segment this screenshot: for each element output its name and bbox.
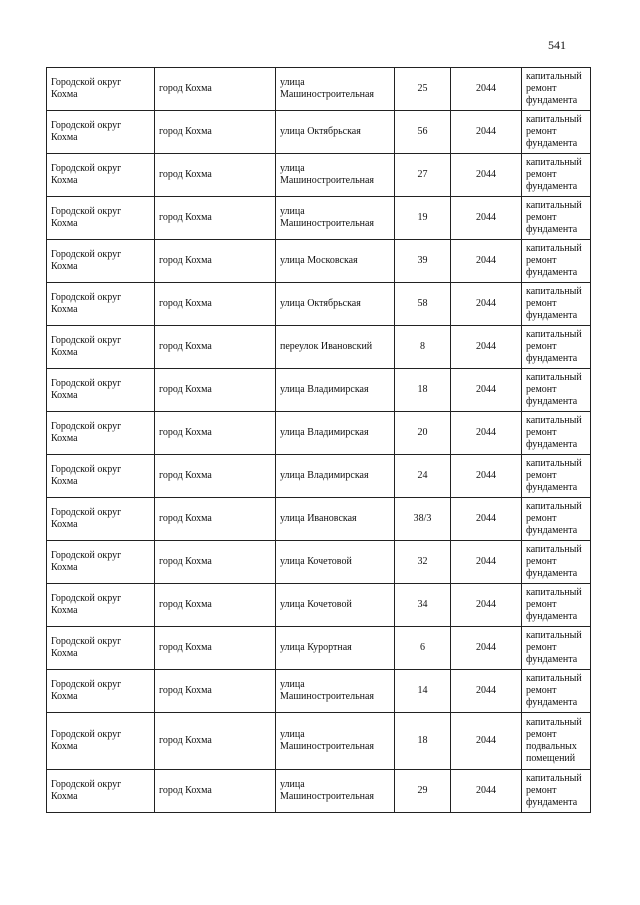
street-cell: улица Машиностроительная bbox=[276, 197, 395, 240]
municipality-cell: Городской округ Кохма bbox=[47, 68, 155, 111]
municipality-cell: Городской округ Кохма bbox=[47, 498, 155, 541]
year-cell: 2044 bbox=[451, 455, 522, 498]
table-row bbox=[47, 154, 591, 197]
year-cell: 2044 bbox=[451, 584, 522, 627]
work-type-cell: капитальный ремонт фундамента bbox=[522, 326, 591, 369]
locality-cell: город Кохма bbox=[155, 584, 276, 627]
locality-cell: город Кохма bbox=[155, 283, 276, 326]
year-cell: 2044 bbox=[451, 412, 522, 455]
locality-cell: город Кохма bbox=[155, 770, 276, 813]
year-cell: 2044 bbox=[451, 154, 522, 197]
work-type-cell: капитальный ремонт подвальных помещений bbox=[522, 713, 591, 770]
year-cell: 2044 bbox=[451, 498, 522, 541]
table-row bbox=[47, 770, 591, 813]
year-cell: 2044 bbox=[451, 369, 522, 412]
table-row bbox=[47, 412, 591, 455]
work-type-cell: капитальный ремонт фундамента bbox=[522, 584, 591, 627]
work-type-cell: капитальный ремонт фундамента bbox=[522, 68, 591, 111]
street-cell: улица Московская bbox=[276, 240, 395, 283]
municipality-cell: Городской округ Кохма bbox=[47, 627, 155, 670]
locality-cell: город Кохма bbox=[155, 68, 276, 111]
table-body bbox=[47, 68, 591, 813]
table-row bbox=[47, 240, 591, 283]
street-cell: улица Октябрьская bbox=[276, 111, 395, 154]
street-cell: улица Владимирская bbox=[276, 369, 395, 412]
table-row bbox=[47, 455, 591, 498]
work-type-cell: капитальный ремонт фундамента bbox=[522, 412, 591, 455]
street-cell: улица Кочетовой bbox=[276, 584, 395, 627]
work-type-cell: капитальный ремонт фундамента bbox=[522, 770, 591, 813]
work-type-cell: капитальный ремонт фундамента bbox=[522, 455, 591, 498]
table-row bbox=[47, 369, 591, 412]
work-type-cell: капитальный ремонт фундамента bbox=[522, 369, 591, 412]
house-number-cell: 14 bbox=[395, 670, 451, 713]
year-cell: 2044 bbox=[451, 283, 522, 326]
year-cell: 2044 bbox=[451, 670, 522, 713]
street-cell: улица Машиностроительная bbox=[276, 713, 395, 770]
house-number-cell: 27 bbox=[395, 154, 451, 197]
municipality-cell: Городской округ Кохма bbox=[47, 670, 155, 713]
house-number-cell: 32 bbox=[395, 541, 451, 584]
work-type-cell: капитальный ремонт фундамента bbox=[522, 240, 591, 283]
work-type-cell: капитальный ремонт фундамента bbox=[522, 283, 591, 326]
year-cell: 2044 bbox=[451, 713, 522, 770]
housing-repair-table bbox=[46, 67, 591, 813]
table-row bbox=[47, 111, 591, 154]
municipality-cell: Городской округ Кохма bbox=[47, 283, 155, 326]
house-number-cell: 38/3 bbox=[395, 498, 451, 541]
street-cell: улица Машиностроительная bbox=[276, 670, 395, 713]
year-cell: 2044 bbox=[451, 326, 522, 369]
house-number-cell: 20 bbox=[395, 412, 451, 455]
locality-cell: город Кохма bbox=[155, 498, 276, 541]
house-number-cell: 19 bbox=[395, 197, 451, 240]
table-row bbox=[47, 541, 591, 584]
municipality-cell: Городской округ Кохма bbox=[47, 111, 155, 154]
work-type-cell: капитальный ремонт фундамента bbox=[522, 541, 591, 584]
house-number-cell: 56 bbox=[395, 111, 451, 154]
locality-cell: город Кохма bbox=[155, 627, 276, 670]
year-cell: 2044 bbox=[451, 197, 522, 240]
locality-cell: город Кохма bbox=[155, 412, 276, 455]
year-cell: 2044 bbox=[451, 770, 522, 813]
house-number-cell: 29 bbox=[395, 770, 451, 813]
municipality-cell: Городской округ Кохма bbox=[47, 369, 155, 412]
locality-cell: город Кохма bbox=[155, 326, 276, 369]
municipality-cell: Городской округ Кохма bbox=[47, 197, 155, 240]
year-cell: 2044 bbox=[451, 541, 522, 584]
locality-cell: город Кохма bbox=[155, 154, 276, 197]
street-cell: улица Ивановская bbox=[276, 498, 395, 541]
house-number-cell: 58 bbox=[395, 283, 451, 326]
municipality-cell: Городской округ Кохма bbox=[47, 713, 155, 770]
table-row bbox=[47, 197, 591, 240]
street-cell: переулок Ивановский bbox=[276, 326, 395, 369]
table-row bbox=[47, 670, 591, 713]
street-cell: улица Владимирская bbox=[276, 412, 395, 455]
street-cell: улица Машиностроительная bbox=[276, 154, 395, 197]
street-cell: улица Владимирская bbox=[276, 455, 395, 498]
house-number-cell: 24 bbox=[395, 455, 451, 498]
table-row bbox=[47, 584, 591, 627]
locality-cell: город Кохма bbox=[155, 111, 276, 154]
municipality-cell: Городской округ Кохма bbox=[47, 541, 155, 584]
work-type-cell: капитальный ремонт фундамента bbox=[522, 498, 591, 541]
table-row bbox=[47, 68, 591, 111]
work-type-cell: капитальный ремонт фундамента bbox=[522, 111, 591, 154]
municipality-cell: Городской округ Кохма bbox=[47, 455, 155, 498]
locality-cell: город Кохма bbox=[155, 713, 276, 770]
locality-cell: город Кохма bbox=[155, 369, 276, 412]
year-cell: 2044 bbox=[451, 111, 522, 154]
house-number-cell: 6 bbox=[395, 627, 451, 670]
municipality-cell: Городской округ Кохма bbox=[47, 770, 155, 813]
work-type-cell: капитальный ремонт фундамента bbox=[522, 627, 591, 670]
house-number-cell: 39 bbox=[395, 240, 451, 283]
street-cell: улица Машиностроительная bbox=[276, 770, 395, 813]
street-cell: улица Кочетовой bbox=[276, 541, 395, 584]
house-number-cell: 34 bbox=[395, 584, 451, 627]
house-number-cell: 8 bbox=[395, 326, 451, 369]
locality-cell: город Кохма bbox=[155, 197, 276, 240]
locality-cell: город Кохма bbox=[155, 455, 276, 498]
locality-cell: город Кохма bbox=[155, 240, 276, 283]
street-cell: улица Октябрьская bbox=[276, 283, 395, 326]
locality-cell: город Кохма bbox=[155, 541, 276, 584]
street-cell: улица Курортная bbox=[276, 627, 395, 670]
street-cell: улица Машиностроительная bbox=[276, 68, 395, 111]
municipality-cell: Городской округ Кохма bbox=[47, 584, 155, 627]
work-type-cell: капитальный ремонт фундамента bbox=[522, 197, 591, 240]
work-type-cell: капитальный ремонт фундамента bbox=[522, 670, 591, 713]
municipality-cell: Городской округ Кохма bbox=[47, 412, 155, 455]
table-row bbox=[47, 283, 591, 326]
year-cell: 2044 bbox=[451, 627, 522, 670]
municipality-cell: Городской округ Кохма bbox=[47, 240, 155, 283]
page-number: 541 bbox=[548, 38, 566, 52]
work-type-cell: капитальный ремонт фундамента bbox=[522, 154, 591, 197]
year-cell: 2044 bbox=[451, 68, 522, 111]
table-row bbox=[47, 627, 591, 670]
house-number-cell: 18 bbox=[395, 369, 451, 412]
table-row bbox=[47, 326, 591, 369]
year-cell: 2044 bbox=[451, 240, 522, 283]
table-row bbox=[47, 713, 591, 770]
house-number-cell: 25 bbox=[395, 68, 451, 111]
locality-cell: город Кохма bbox=[155, 670, 276, 713]
table-row bbox=[47, 498, 591, 541]
house-number-cell: 18 bbox=[395, 713, 451, 770]
municipality-cell: Городской округ Кохма bbox=[47, 326, 155, 369]
municipality-cell: Городской округ Кохма bbox=[47, 154, 155, 197]
